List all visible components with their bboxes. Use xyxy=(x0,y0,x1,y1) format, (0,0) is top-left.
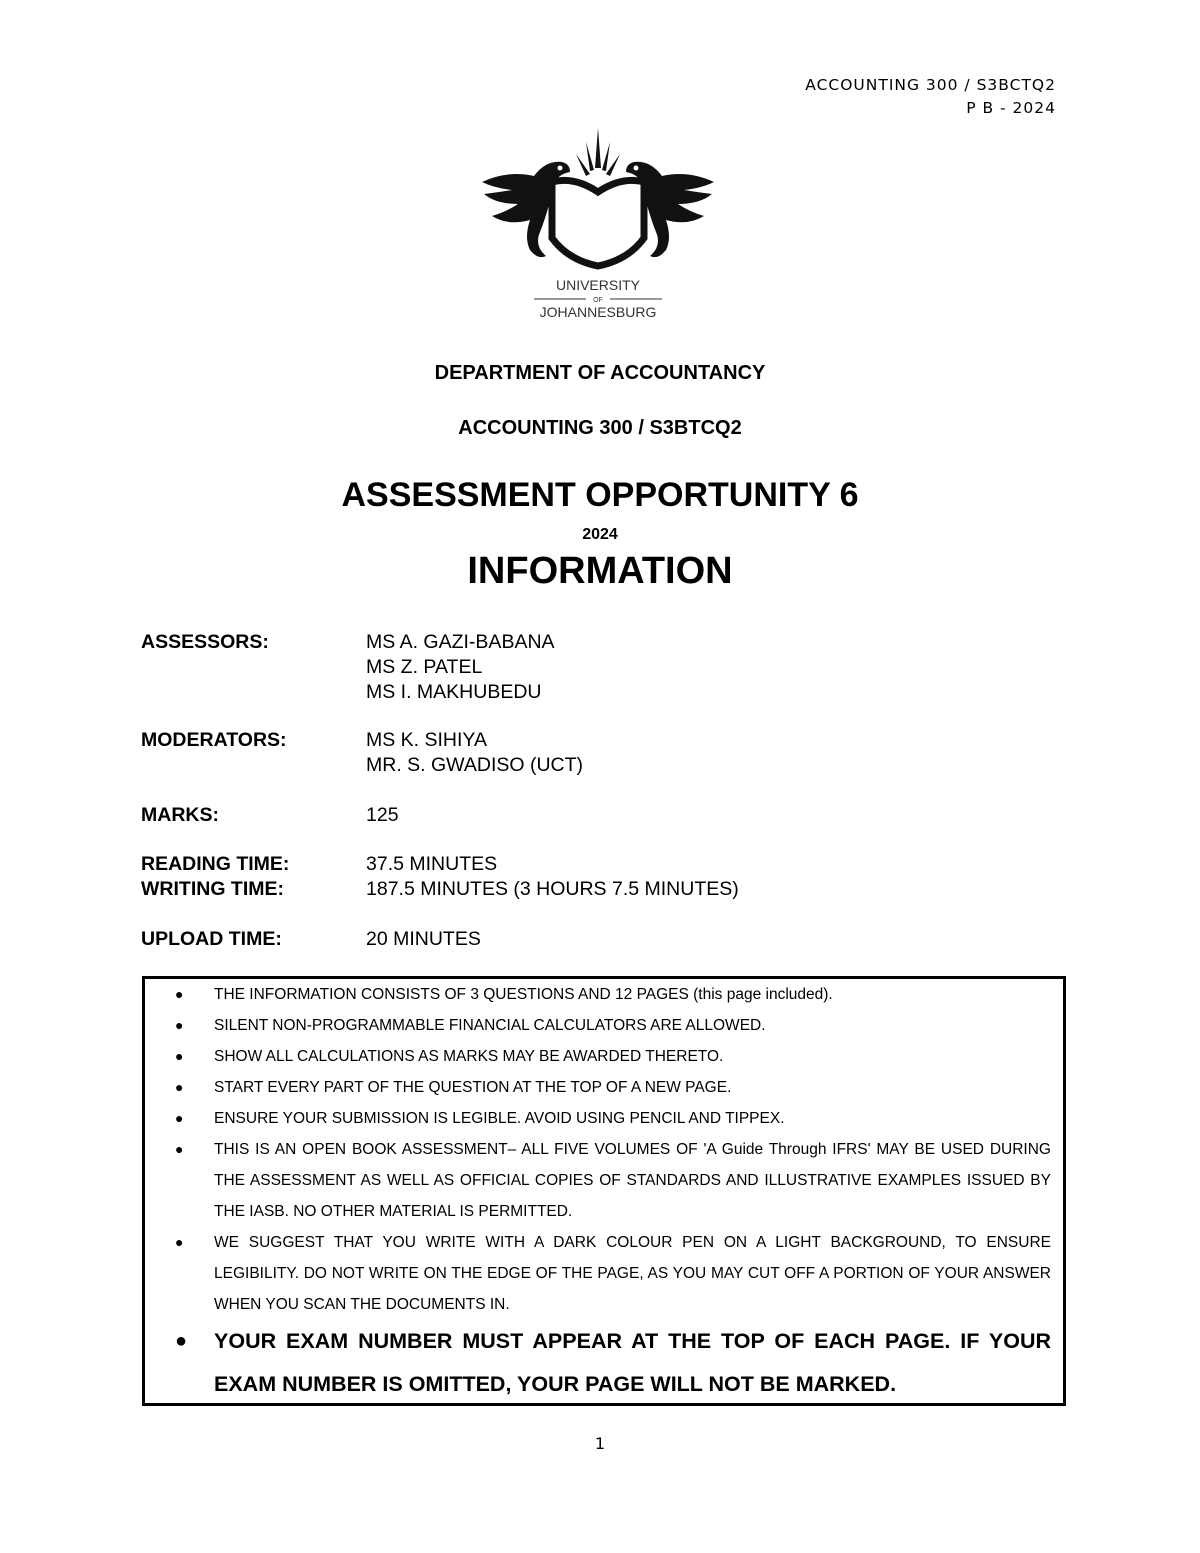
instructions-list xyxy=(145,979,1063,1406)
course-title: ACCOUNTING 300 / S3BTCQ2 xyxy=(458,417,742,439)
marks-label: MARKS: xyxy=(141,804,219,826)
assessor-name: MS Z. PATEL xyxy=(366,656,483,678)
assessment-title: ASSESSMENT OPPORTUNITY 6 xyxy=(341,476,859,514)
logo-text-university: UNIVERSITY xyxy=(555,277,641,293)
bullet-icon: ● xyxy=(175,1017,184,1033)
bullet-icon: ● xyxy=(175,1141,184,1157)
logo-emblem-icon xyxy=(482,128,714,266)
instruction-item: ● SHOW ALL CALCULATIONS AS MARKS MAY BE AWARDED THERETO. xyxy=(145,1041,1063,1072)
instruction-item: ● START EVERY PART OF THE QUESTION AT THE TOP OF A NEW PAGE. xyxy=(145,1072,1063,1103)
bullet-icon: ● xyxy=(175,1234,184,1250)
bullet-icon: ● xyxy=(175,1330,188,1352)
instruction-item: ● SILENT NON-PROGRAMMABLE FINANCIAL CALCULATORS ARE ALLOWED. xyxy=(145,1010,1063,1041)
moderator-name: MR. S. GWADISO (UCT) xyxy=(366,754,584,776)
writing-time-label: WRITING TIME: xyxy=(141,878,284,900)
assessor-name: MS I. MAKHUBEDU xyxy=(366,681,542,703)
moderator-name: MS K. SIHIYA xyxy=(366,729,487,751)
reading-time-label: READING TIME: xyxy=(141,853,290,875)
department-title: DEPARTMENT OF ACCOUNTANCY xyxy=(434,362,766,384)
instruction-item: ● THIS IS AN OPEN BOOK ASSESSMENT– ALL FIVE VOLUMES OF 'A Guide Through IFRS' MAY BE USED DURING THE ASSESSMENT AS WELL AS OFFICIAL COPIES OF STANDARDS AND ILLUSTRATIVE EXAMPLES ISSUED BY THE IASB. NO OTHER MATERIAL IS PERMITTED. xyxy=(145,1134,1063,1227)
marks-value: 125 xyxy=(366,804,399,826)
bullet-icon: ● xyxy=(175,1110,184,1126)
header-course-code: ACCOUNTING 300 / S3BCTQ2 xyxy=(805,76,1056,94)
instruction-item-exam-number: ● YOUR EXAM NUMBER MUST APPEAR AT THE TOP OF EACH PAGE. IF YOUR EXAM NUMBER IS OMITTED, YOUR PAGE WILL NOT BE MARKED. xyxy=(145,1320,1063,1406)
bullet-icon: ● xyxy=(175,986,184,1002)
assessment-year: 2024 xyxy=(582,526,618,543)
information-heading: INFORMATION xyxy=(467,550,733,592)
assessors-label: ASSESSORS: xyxy=(141,631,269,653)
logo-text-johannesburg: JOHANNESBURG xyxy=(539,304,657,320)
instruction-item: ● WE SUGGEST THAT YOU WRITE WITH A DARK COLOUR PEN ON A LIGHT BACKGROUND, TO ENSURE LEGIBILITY. DO NOT WRITE ON THE EDGE OF THE PAGE, AS YOU MAY CUT OFF A PORTION OF YOUR ANSWER WHEN YOU SCAN THE DOCUMENTS IN. xyxy=(145,1227,1063,1320)
assessor-name: MS A. GAZI-BABANA xyxy=(366,631,555,653)
header-reference xyxy=(805,74,1056,120)
header-paper-year: P B - 2024 xyxy=(966,99,1056,117)
upload-time-label: UPLOAD TIME: xyxy=(141,928,282,950)
reading-time-value: 37.5 MINUTES xyxy=(366,853,498,875)
bullet-icon: ● xyxy=(175,1079,184,1095)
university-logo xyxy=(478,120,718,330)
page-number: 1 xyxy=(594,1434,606,1453)
logo-text-of: OF xyxy=(593,297,603,304)
instruction-item: ● ENSURE YOUR SUBMISSION IS LEGIBLE. AVOID USING PENCIL AND TIPPEX. xyxy=(145,1103,1063,1134)
bullet-icon: ● xyxy=(175,1048,184,1064)
instruction-item: ● THE INFORMATION CONSISTS OF 3 QUESTIONS AND 12 PAGES (this page included). xyxy=(145,979,1063,1010)
instructions-box xyxy=(142,976,1066,1406)
moderators-label: MODERATORS: xyxy=(141,729,287,751)
upload-time-value: 20 MINUTES xyxy=(366,928,481,950)
writing-time-value: 187.5 MINUTES (3 HOURS 7.5 MINUTES) xyxy=(366,878,739,900)
